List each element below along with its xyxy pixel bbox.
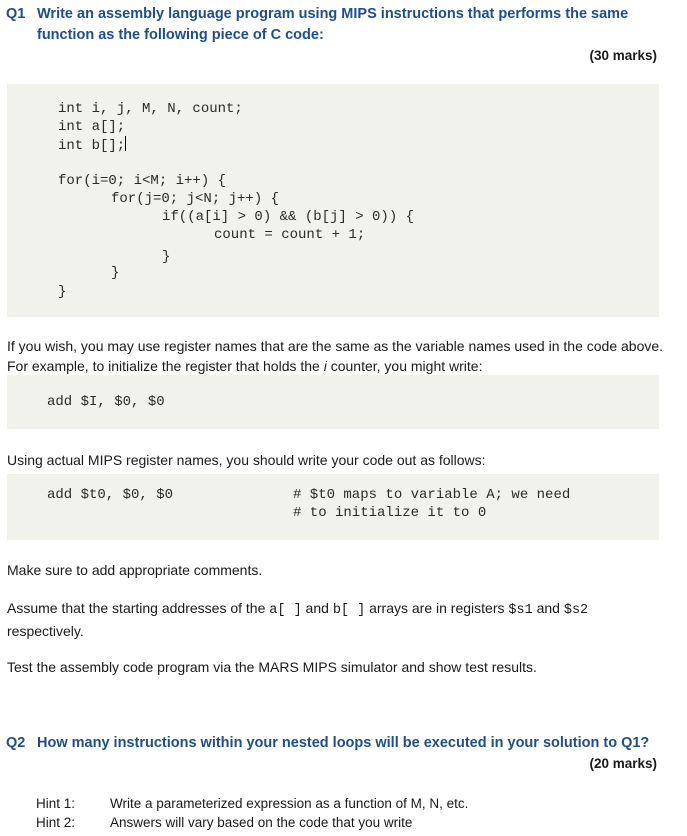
para4-text-2: arrays are in registers [365,600,509,616]
code-inner-loop: for(j=0; j<N; j++) { [111,191,280,207]
code-condition: if((a[i] > 0) && (b[j] > 0)) { [162,209,415,225]
register-names-paragraph [7,336,667,376]
para4-text-1: Assume that the starting addresses of the [7,600,270,616]
q1-number: Q1 [6,6,26,22]
hint-2 [36,813,412,832]
code-decl-3-line [58,136,126,155]
q2-title: How many instructions within your nested loops will be executed in your solution to Q1? [37,735,650,751]
para1-text-end: counter, you might write: [326,358,483,374]
q1-marks: (30 marks) [589,48,657,63]
code-close-inner: } [111,265,120,281]
code-outer-loop: for(i=0; i<M; i++) { [58,173,227,189]
hint-2-label: Hint 2: [36,815,76,830]
hint-1-label: Hint 1: [36,796,76,811]
example2-code: add $t0, $0, $0 [47,487,174,503]
code-decl-2: int a[]; [58,119,126,135]
q2-number: Q2 [6,735,26,751]
example2-comment-2: # to initialize it to 0 [293,505,487,521]
register-s1: $s1 [508,603,533,618]
addresses-paragraph [7,598,667,641]
code-decl-3: int b[]; [58,138,126,154]
para1-italic-i: i [323,358,327,374]
q1-title-line1: Write an assembly language program using MIPS instructions that performs the same [37,6,629,22]
array-a-name: a[ ] [269,603,302,618]
example-code-block-1 [7,375,659,429]
actual-register-paragraph: Using actual MIPS register names, you should write your code out as follows: [7,452,486,468]
code-close-if: } [162,249,171,265]
q1-heading [6,4,628,46]
hint-1 [36,794,468,813]
para1-text: If you wish, you may use register names that are the same as the variable names used in the code above. For example, to initialize the register that holds the [7,338,664,374]
register-s2: $s2 [563,603,589,618]
code-decl-1: int i, j, M, N, count; [58,101,243,117]
para4-and-2: and [532,600,564,616]
example1-code: add $I, $0, $0 [47,394,165,410]
hint-1-text: Write a parameterized expression as a function of M, N, etc. [110,796,469,811]
text-cursor [125,136,126,151]
q2-heading [6,733,649,754]
code-close-outer: } [58,284,67,300]
array-b-name: b[ ] [332,603,366,618]
para4-and: and [301,600,333,616]
example-code-block-2 [7,474,659,540]
q1-title-line2: function as the following piece of C code: [37,27,324,43]
para4-text-3: respectively. [7,623,84,639]
test-paragraph: Test the assembly code program via the MARS MIPS simulator and show test results. [7,659,537,675]
comments-paragraph: Make sure to add appropriate comments. [7,562,263,578]
example2-comment-1: # $t0 maps to variable A; we need [293,487,571,503]
c-code-block [7,84,659,317]
code-body: count = count + 1; [214,227,366,243]
hint-2-text: Answers will vary based on the code that you write [110,815,413,830]
q2-marks: (20 marks) [589,756,657,771]
